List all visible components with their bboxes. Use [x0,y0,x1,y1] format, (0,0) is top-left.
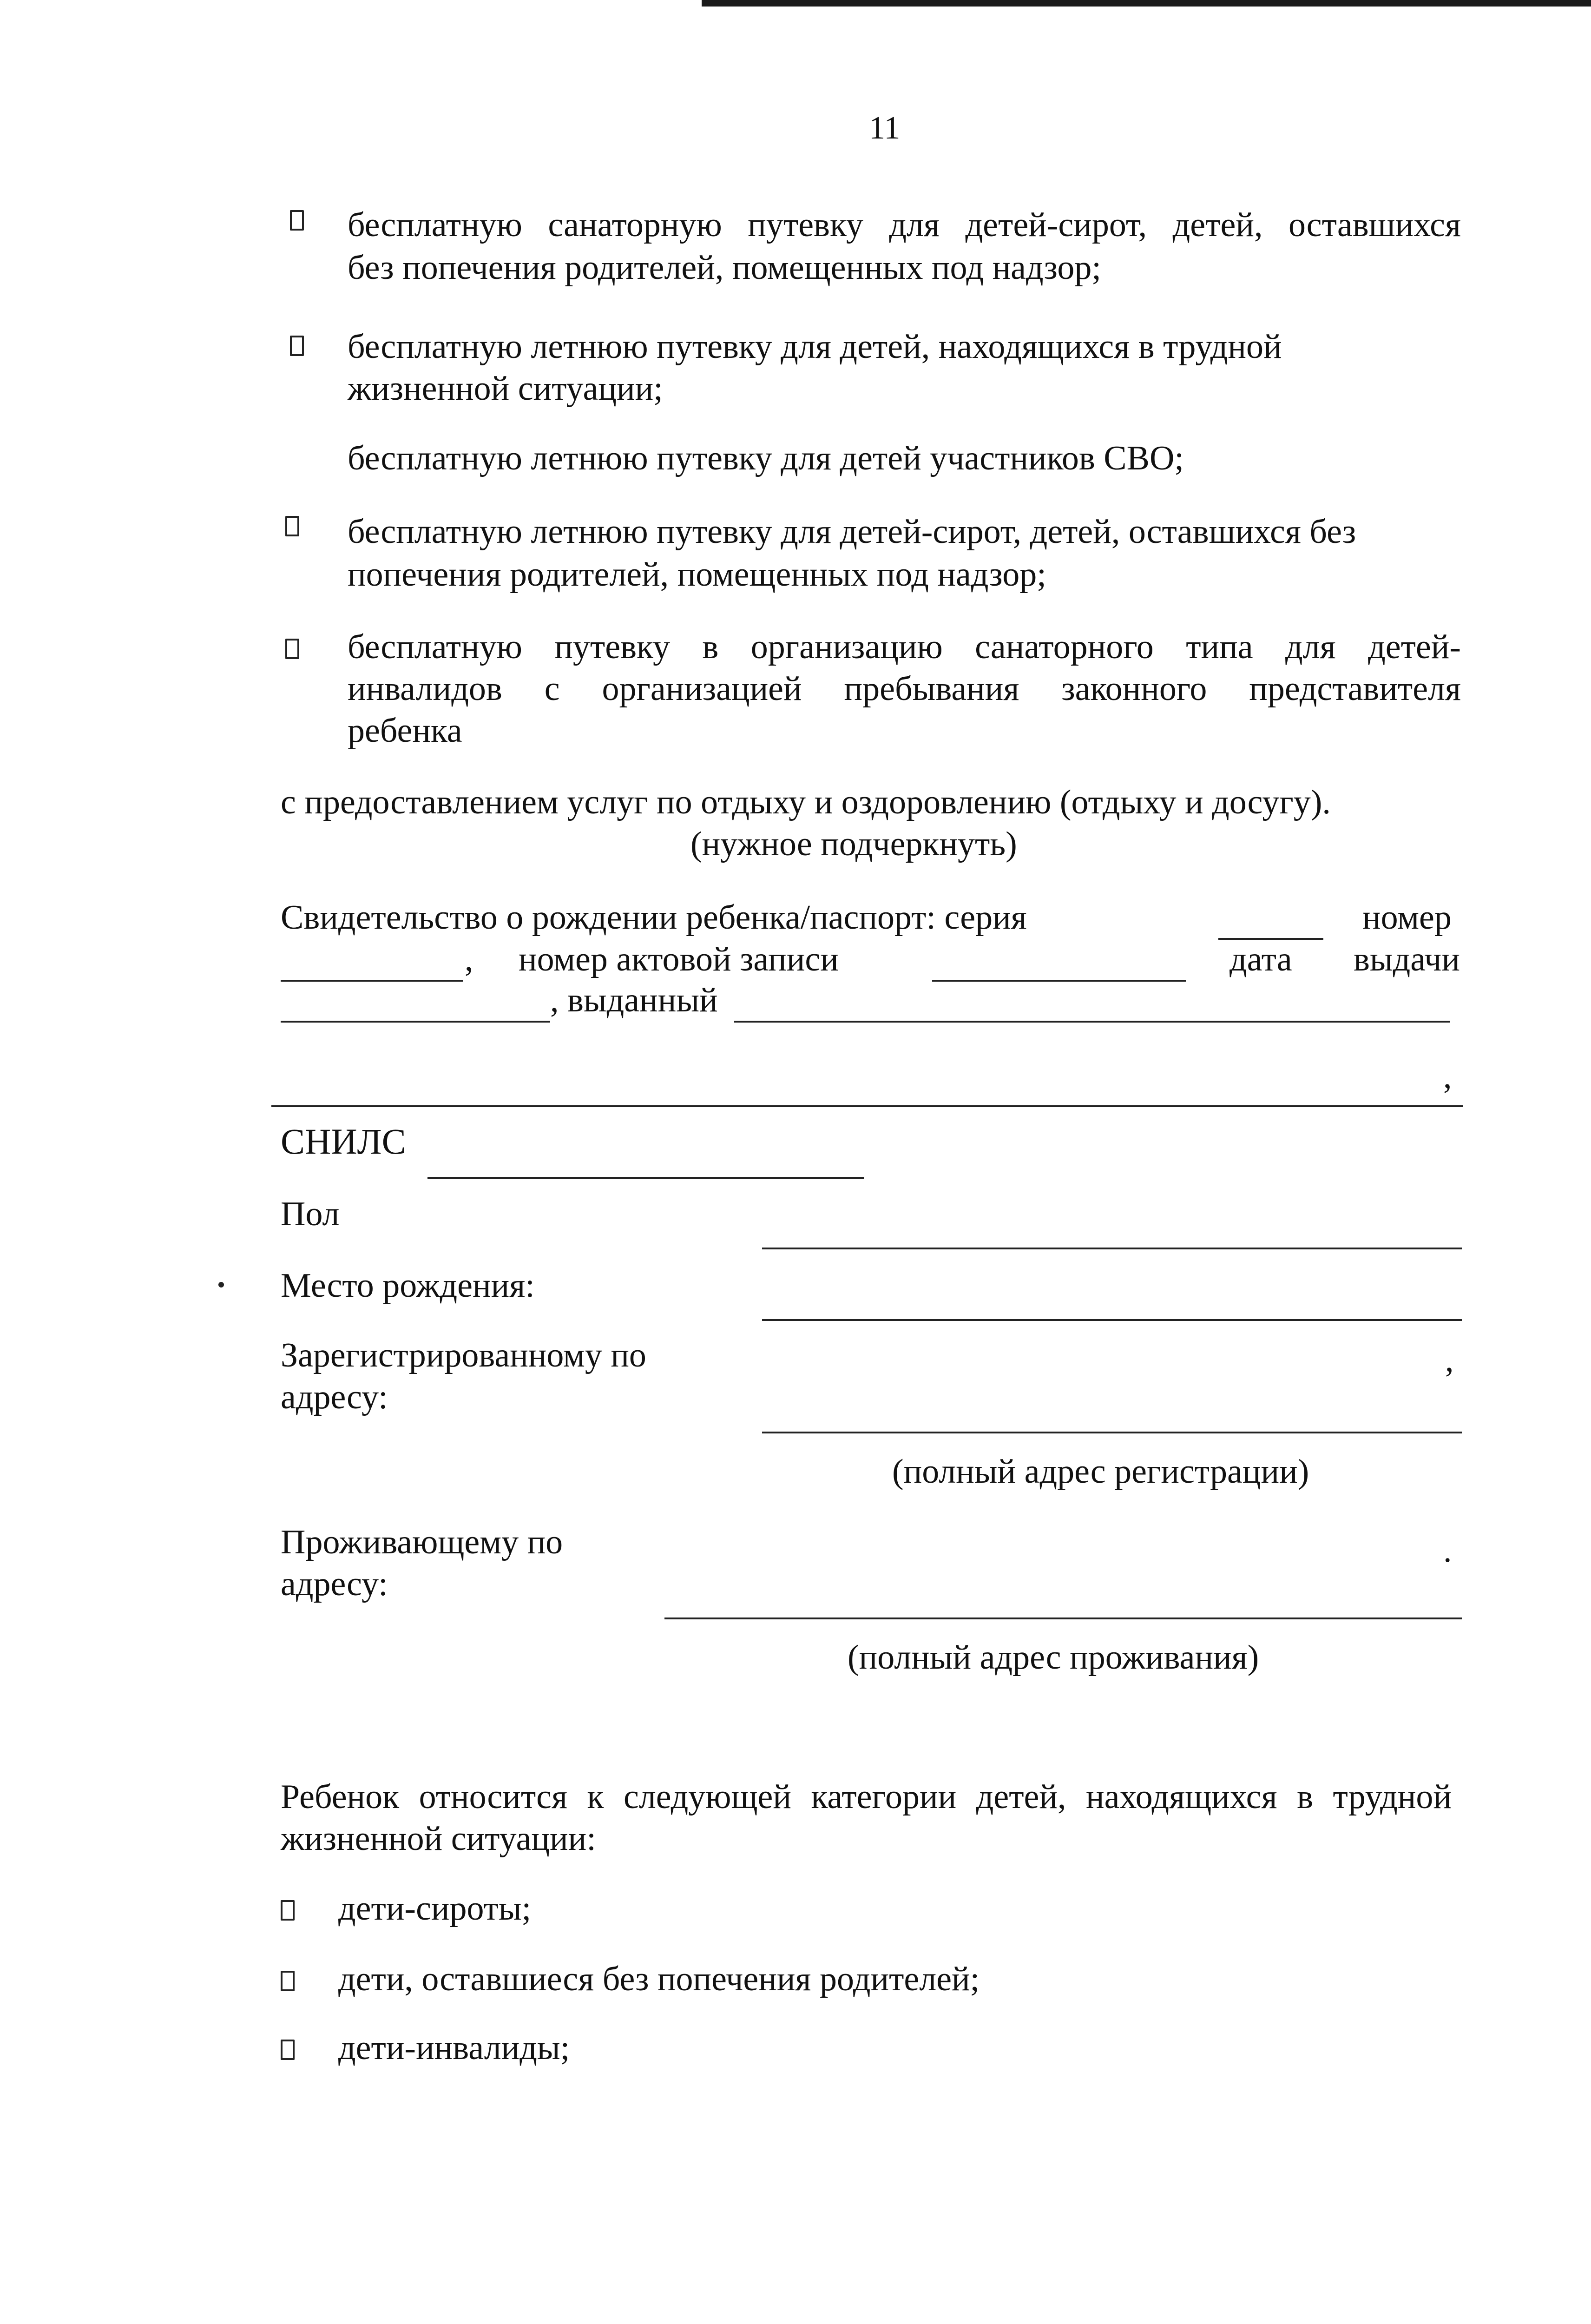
registered-caption: (полный адрес регистрации) [892,1452,1309,1491]
option-3-line-1: бесплатную летнюю путевку для детей участников СВО; [348,439,1184,477]
snils-input-line[interactable] [427,1177,864,1179]
registered-comma: , [1445,1341,1454,1379]
category-item-orphans: дети-сироты; [338,1889,532,1928]
act-record-input-line[interactable] [932,980,1186,982]
checkbox-option-1[interactable] [290,210,304,231]
registered-label-line-1: Зарегистрированному по [281,1336,646,1374]
issued-by-end-comma: , [1443,1057,1452,1096]
services-line: с предоставлением услуг по отдыху и оздоровлению (отдыху и досугу). [281,783,1331,821]
category-intro-line-2: жизненной ситуации: [281,1820,596,1858]
option-4-line-2: попечения родителей, помещенных под надзор; [348,555,1046,594]
registered-label-line-2: адресу: [281,1378,388,1416]
option-2-line-2: жизненной ситуации; [348,370,663,408]
gender-label: Пол [281,1195,340,1233]
residing-period: . [1443,1532,1452,1570]
checkbox-option-4[interactable] [285,516,299,536]
registered-address-input-line[interactable] [762,1432,1462,1433]
birthplace-label: Место рождения: [281,1267,535,1305]
scan-mark-dot [218,1282,224,1287]
checkbox-option-5[interactable] [285,639,299,659]
page-number: 11 [869,110,901,146]
option-5-line-3: ребенка [348,712,462,750]
residing-label-line-1: Проживающему по [281,1523,563,1561]
number-input-line[interactable] [281,980,463,982]
category-intro-line-1: Ребенок относится к следующей категории детей, находящихся в трудной [281,1778,1452,1816]
issued-by-label: , выданный [550,981,718,1019]
issue-date-label: дата выдачи [1229,940,1460,978]
option-1-line-2: без попечения родителей, помещенных под надзор; [348,249,1101,287]
top-edge-bar [702,0,1591,7]
act-record-label: номер актовой записи [519,940,839,978]
checkbox-option-2[interactable] [290,336,304,356]
option-1-line-1: бесплатную санаторную путевку для детей-сирот, детей, оставшихся [348,206,1461,244]
issue-date-input-line[interactable] [281,1021,550,1023]
certificate-label: Свидетельство о рождении ребенка/паспорт: серия [281,898,1027,937]
issued-by-continuation-line[interactable] [271,1105,1463,1107]
option-4-line-1: бесплатную летнюю путевку для детей-сирот, детей, оставшихся без [348,513,1356,551]
residing-address-input-line[interactable] [664,1618,1462,1619]
checkbox-orphans[interactable] [281,1900,295,1921]
issued-by-input-line[interactable] [734,1021,1450,1023]
snils-label: СНИЛС [281,1121,406,1162]
checkbox-disabled-children[interactable] [281,2040,295,2060]
underline-hint: (нужное подчеркнуть) [690,825,1017,863]
number-label: номер [1362,898,1452,937]
option-5-line-2: инвалидов с организацией пребывания законного представителя [348,670,1461,708]
option-5-line-1: бесплатную путевку в организацию санаторного типа для детей- [348,628,1461,666]
residing-label-line-2: адресу: [281,1565,388,1603]
category-item-without-parental-care: дети, оставшиеся без попечения родителей; [338,1960,980,1998]
option-2-line-1: бесплатную летнюю путевку для детей, находящихся в трудной [348,328,1282,366]
gender-input-line[interactable] [762,1248,1462,1249]
number-comma: , [465,940,473,978]
checkbox-without-parental-care[interactable] [281,1971,295,1991]
birthplace-input-line[interactable] [762,1319,1462,1321]
residing-caption: (полный адрес проживания) [848,1638,1259,1677]
category-item-disabled-children: дети-инвалиды; [338,2029,570,2067]
